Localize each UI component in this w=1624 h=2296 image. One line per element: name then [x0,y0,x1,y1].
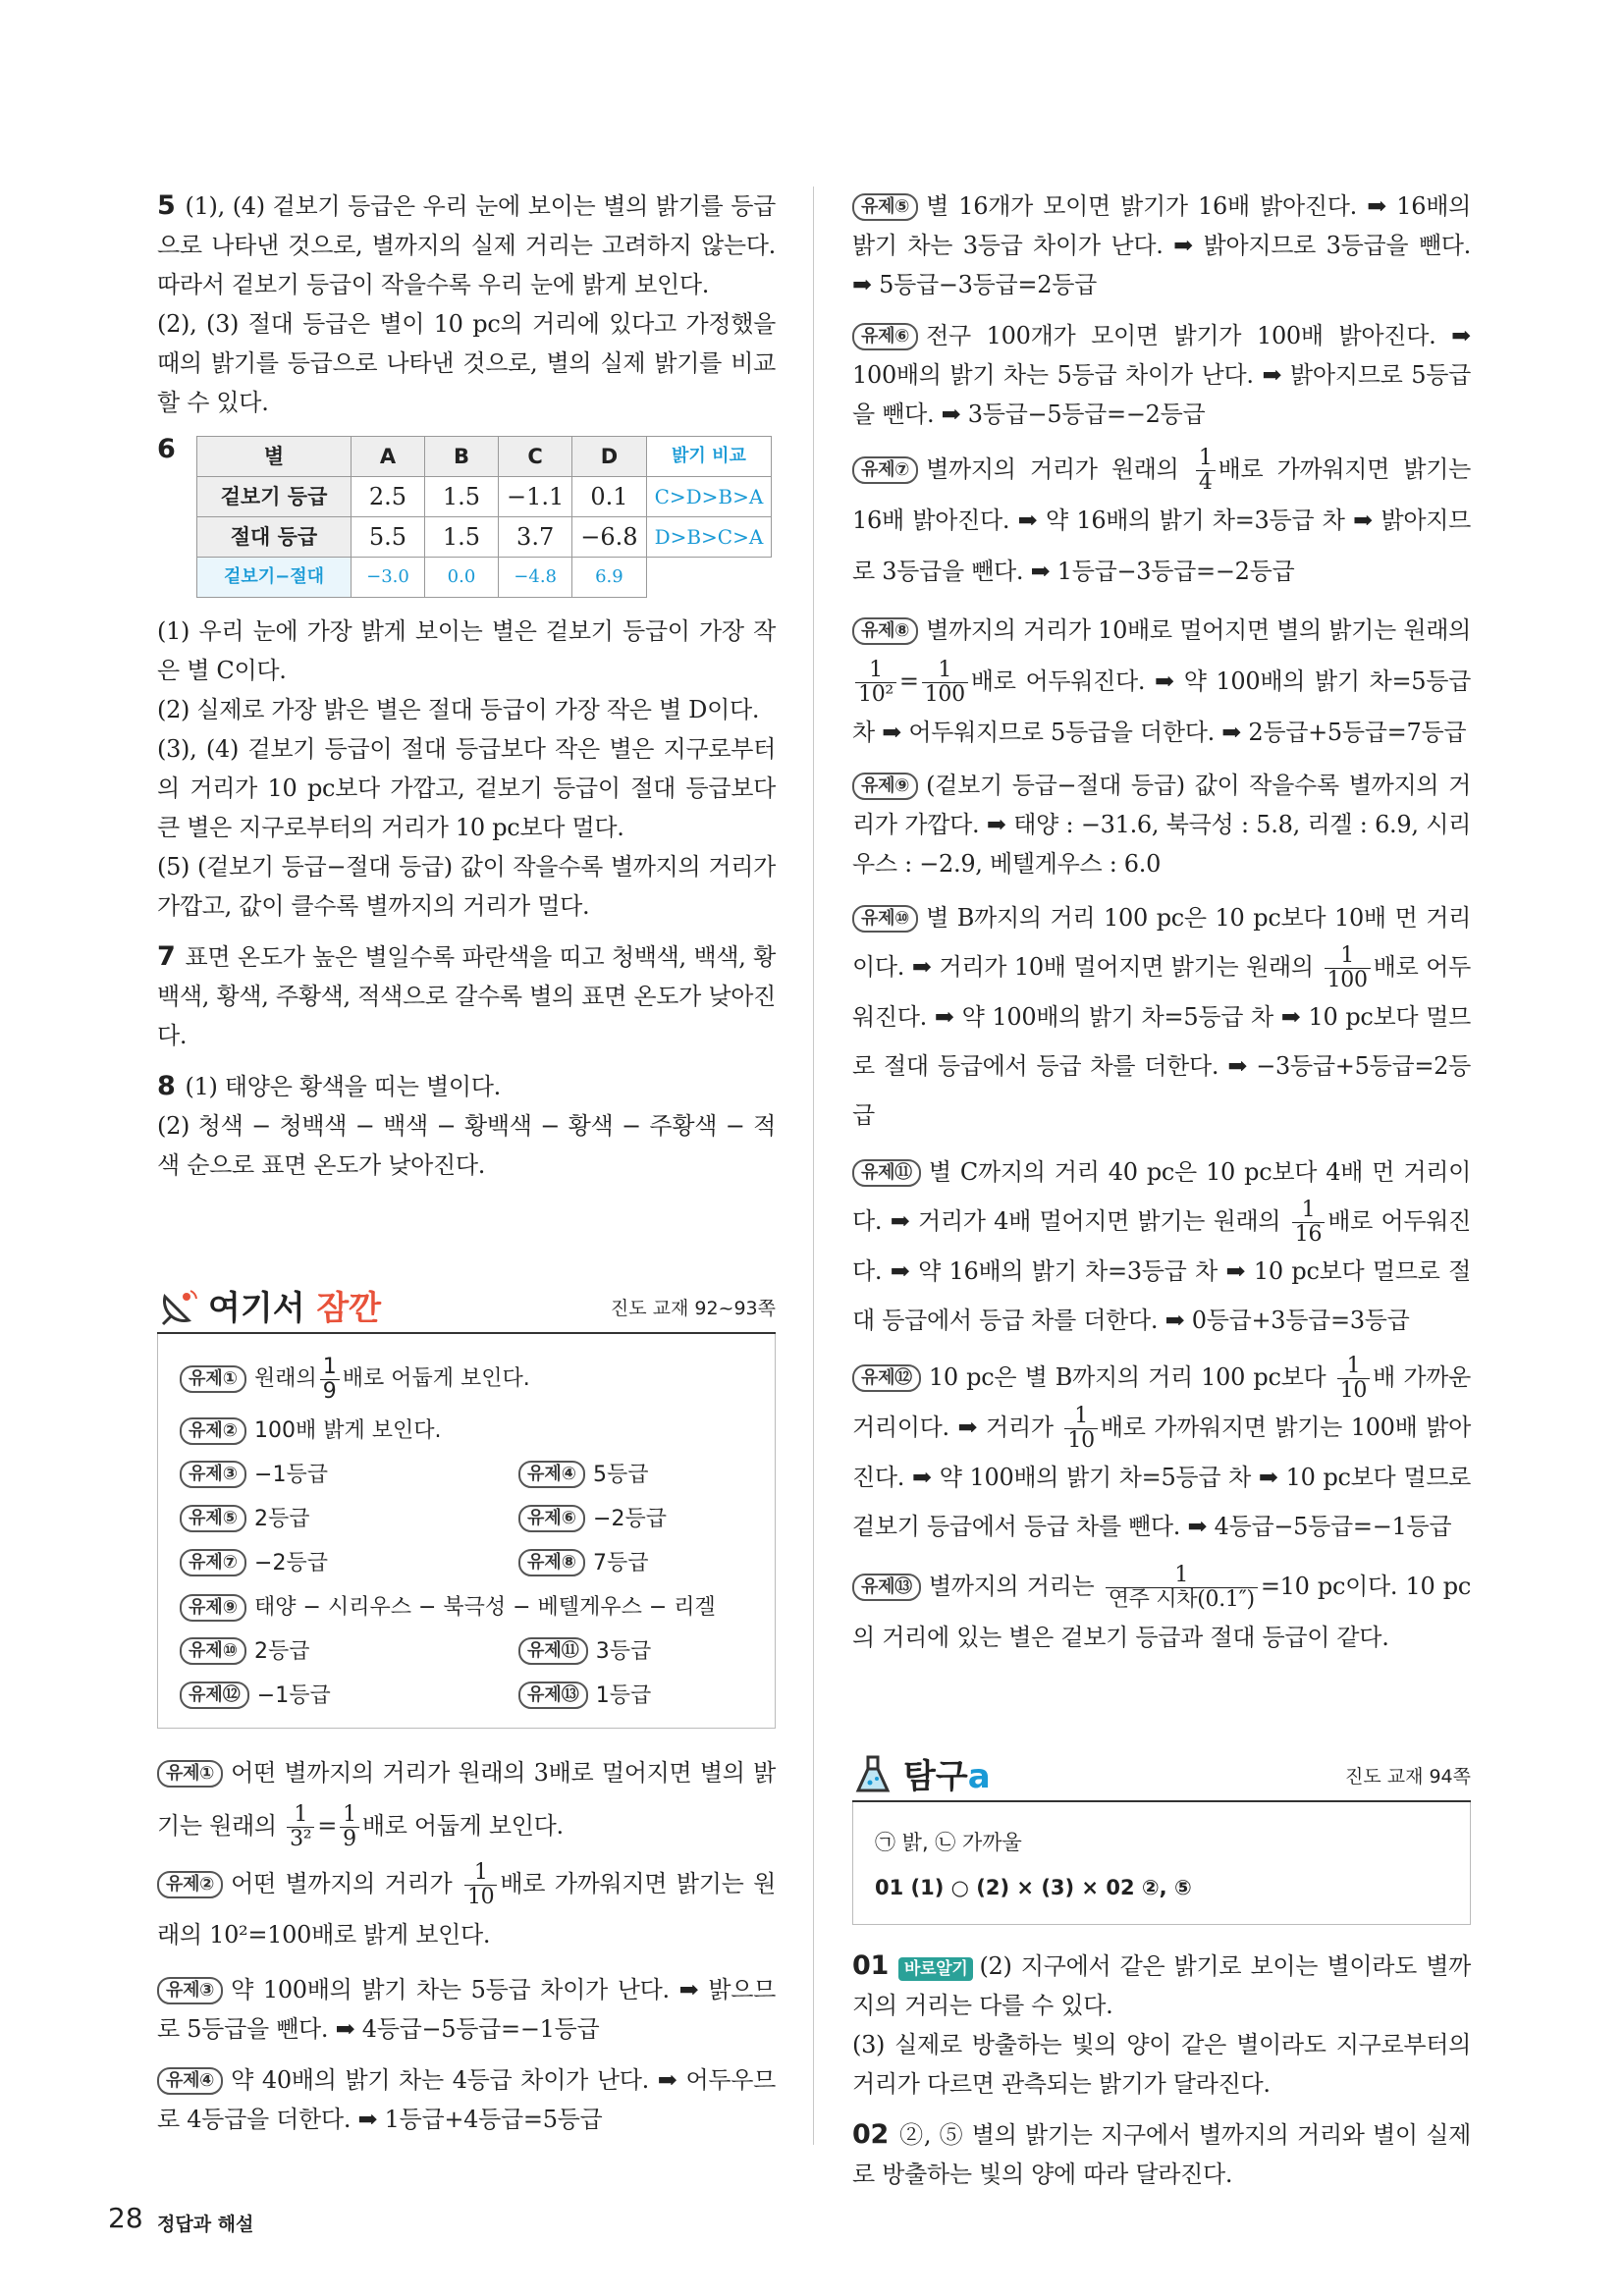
list-item: 유제⑦ −2등급 유제⑧ 7등급 [180,1541,753,1585]
tamgu-line2: 01 (1) ○ (2) × (3) × 02 ②, ⑤ [875,1876,1192,1899]
footer-label: 정답과 해설 [157,2214,254,2235]
right-column [852,187,1471,2194]
th-star: 별 [197,437,352,477]
satellite-dish-icon [157,1285,200,1328]
q6-para3: (3), (4) 겉보기 등급이 절대 등급보다 작은 별은 지구로부터의 거리가 10 pc보다 가깝고, 겉보기 등급이 절대 등급보다 큰 별은 지구로부터의 거리가 10 pc보다 멀다. [157,735,776,841]
th-c: C [499,437,572,477]
ex10-para: 유제⑩ 별 B까지의 거리 100 pc은 10 pc보다 10배 먼 거리이다. ➡ 거리가 10배 멀어지면 밝기는 원래의 $\frac{1}{100}$ 배로 어두워진다. ➡ 약 100배의 밝기 차=5등급 차 ➡ 10 pc보다 멀므로 절대 등급에서 등급 차를 더한다. ➡ −3등급+5등급=2등급 [852,904,1471,1129]
th-a: A [352,437,425,477]
list-item: 유제⑨ 태양 − 시리우스 − 북극성 − 베텔게우스 − 리겔 [180,1585,753,1629]
th-compare: 밝기 비교 [646,437,772,477]
list-item: 유제③ −1등급 유제④ 5등급 [180,1453,753,1497]
th-b: B [425,437,499,477]
check-badge: 바로알기 [898,1957,974,1981]
th-d: D [572,437,646,477]
ex8-para: 유제⑧ 별까지의 거리가 10배로 멀어지면 별의 밝기는 원래의 $\frac{1}{\text{10²}}$ = $\frac{1}{100}$ 배로 어두워진다. ➡ 약 100배의 밝기 차=5등급 차 ➡ 어두워지므로 5등급을 더한다. ➡ 2등급+5등급=7등급 [852,616,1471,746]
t02-para: 02 ②, ⑤ 별의 밝기는 지구에서 별까지의 거리와 별이 실제로 방출하는 빛의 양에 따라 달라진다. [852,2119,1471,2188]
ex6-para: 유제⑥ 전구 100개가 모이면 밝기가 100배 밝아진다. ➡ 100배의 밝기 차는 5등급 차이가 난다. ➡ 밝아지므로 5등급을 뺀다. ➡ 3등급−5등급=−2등급 [852,322,1471,428]
ex12-para: 유제⑫ 10 pc은 별 B까지의 거리 100 pc보다 $\frac{1}{10}$ 배 가까운 거리이다. ➡ 거리가 $\frac{1}{10}$ 배로 가까워지면 밝기는 100배 밝아진다. ➡ 약 100배의 밝기 차=5등급 차 ➡ 10 pc보다 멀므로 겉보기 등급에서 등급 차를 뺀다. ➡ 4등급−5등급=−1등급 [852,1354,1471,1540]
flask-icon [852,1753,895,1796]
ex5-para: 유제⑤ 별 16개가 모이면 밝기가 16배 밝아진다. ➡ 16배의 밝기 차는 3등급 차이가 난다. ➡ 밝아지므로 3등급을 뺀다. ➡ 5등급−3등급=2등급 [852,192,1471,298]
list-item: 유제⑤ 2등급 유제⑥ −2등급 [180,1497,753,1541]
list-item: 유제① 원래의 $\frac{1}{9}$ 배로 어둡게 보인다. [180,1350,753,1409]
tamgu-title: 탐구a [903,1757,991,1796]
table-row: 겉보기 등급 2.5 1.5 −1.1 0.1 C>D>B>A [197,477,772,517]
table-row: 절대 등급 5.5 1.5 3.7 −6.8 D>B>C>A [197,517,772,558]
page-number: 28 [108,2202,143,2234]
list-item: 유제⑩ 2등급 유제⑪ 3등급 [180,1629,753,1674]
q7-para: 7 표면 온도가 높은 별일수록 파란색을 띠고 청백색, 백색, 황백색, 황색, 주황색, 적색으로 갈수록 별의 표면 온도가 낮아진다. [157,941,776,1049]
jamkkan-answer-box [157,1334,776,1729]
ex4-para: 유제④ 약 40배의 밝기 차는 4등급 차이가 난다. ➡ 어두우므로 4등급을 더한다. ➡ 1등급+4등급=5등급 [157,2066,776,2133]
t01-para1: 01 바로알기 (2) 지구에서 같은 밝기로 보이는 별이라도 별까지의 거리는 다를 수 있다. [852,1950,1471,2019]
q6-para4: (5) (겉보기 등급−절대 등급) 값이 작을수록 별까지의 거리가 가깝고, 값이 클수록 별까지의 거리가 멀다. [157,853,776,920]
table-row: 겉보기−절대 −3.0 0.0 −4.8 6.9 [197,558,772,598]
column-divider [813,187,814,2145]
ex1-para: 유제① 어떤 별까지의 거리가 원래의 3배로 멀어지면 별의 밝기는 원래의 $\frac{1}{\text{3²}}$ = $\frac{1}{9}$ 배로 어둡게 보인다. [157,1759,776,1851]
star-magnitude-table [196,436,772,598]
jamkkan-header [157,1273,776,1334]
list-item: 유제⑫ −1등급 유제⑬ 1등급 [180,1674,753,1718]
q8-para2: (2) 청색 − 청백색 − 백색 − 황백색 − 황색 − 주황색 − 적색 순으로 표면 온도가 낮아진다. [157,1112,776,1179]
list-item: 유제② 100배 밝게 보인다. [180,1409,753,1453]
tamgu-ref: 진도 교재 94쪽 [1344,1766,1471,1788]
q8-para1: 8 (1) 태양은 황색을 띠는 별이다. [157,1071,501,1101]
jamkkan-ref: 진도 교재 92~93쪽 [610,1298,776,1319]
ex2-para: 유제② 어떤 별까지의 거리가 $\frac{1}{10}$ 배로 가까워지면 밝기는 원래의 10²=100배로 밝게 보인다. [157,1860,776,1949]
t01-para2: (3) 실제로 방출하는 빛의 양이 같은 별이라도 지구로부터의 거리가 다르면 관측되는 밝기가 달라진다. [852,2031,1471,2098]
tamgu-header [852,1741,1471,1802]
q6-para1: (1) 우리 눈에 가장 밝게 보이는 별은 겉보기 등급이 가장 작은 별 C이다. [157,617,776,684]
ex7-para: 유제⑦ 별까지의 거리가 원래의 $\frac{1}{4}$ 배로 가까워지면 밝기는 16배 밝아진다. ➡ 약 16배의 밝기 차=3등급 차 ➡ 밝아지므로 3등급을 뺀다. ➡ 1등급−3등급=−2등급 [852,446,1471,585]
q5-para2: (2), (3) 절대 등급은 별이 10 pc의 거리에 있다고 가정했을 때의 밝기를 등급으로 나타낸 것으로, 별의 실제 밝기를 비교할 수 있다. [157,310,776,416]
ex13-para: 유제⑬ 별까지의 거리는 $\frac{1}{\text{연주 시차(0.1″)}}$ =10 pc이다. 10 pc의 거리에 있는 별은 겉보기 등급과 절대 등급이 같다. [852,1563,1471,1651]
left-column [157,187,776,2139]
tamgu-line1: ㉠ 밝, ㉡ 가까울 [875,1831,1022,1854]
q6-para2: (2) 실제로 가장 밝은 별은 절대 등급이 가장 작은 별 D이다. [157,696,760,723]
jamkkan-title: 여기서 잠깐 [208,1289,382,1328]
ex9-para: 유제⑨ (겉보기 등급−절대 등급) 값이 작을수록 별까지의 거리가 가깝다. ➡ 태양 : −31.6, 북극성 : 5.8, 리겔 : 6.9, 시리우스 : −2.9, 베텔게우스 : 6.0 [852,772,1471,878]
ex11-para: 유제⑪ 별 C까지의 거리 40 pc은 10 pc보다 4배 먼 거리이다. ➡ 거리가 4배 멀어지면 밝기는 원래의 $\frac{1}{16}$ 배로 어두워진다. ➡ 약 16배의 밝기 차=3등급 차 ➡ 10 pc보다 멀므로 절대 등급에서 등급 차를 더한다. ➡ 0등급+3등급=3등급 [852,1158,1471,1334]
tamgu-answer-box [852,1802,1471,1925]
q5-para1: 5 (1), (4) 겉보기 등급은 우리 눈에 보이는 별의 밝기를 등급으로 나타낸 것으로, 별까지의 실제 거리는 고려하지 않는다. 따라서 겉보기 등급이 작을수록 우리 눈에 밝게 보인다. [157,190,776,298]
tamgu-section [852,1741,1471,1925]
q6-table-block: 6 별 A B C D 밝기 비교 겉보기 등급 2.5 1.5 −1.1 0.1 C>D>B>A 절대 등급 5.5 1.5 3.7 −6.8 D>B>C>A 겉보기−절대 −3.0 0.0 −4.8 6.9 [157,436,776,598]
ex3-para: 유제③ 약 100배의 밝기 차는 5등급 차이가 난다. ➡ 밝으므로 5등급을 뺀다. ➡ 4등급−5등급=−1등급 [157,1976,776,2043]
